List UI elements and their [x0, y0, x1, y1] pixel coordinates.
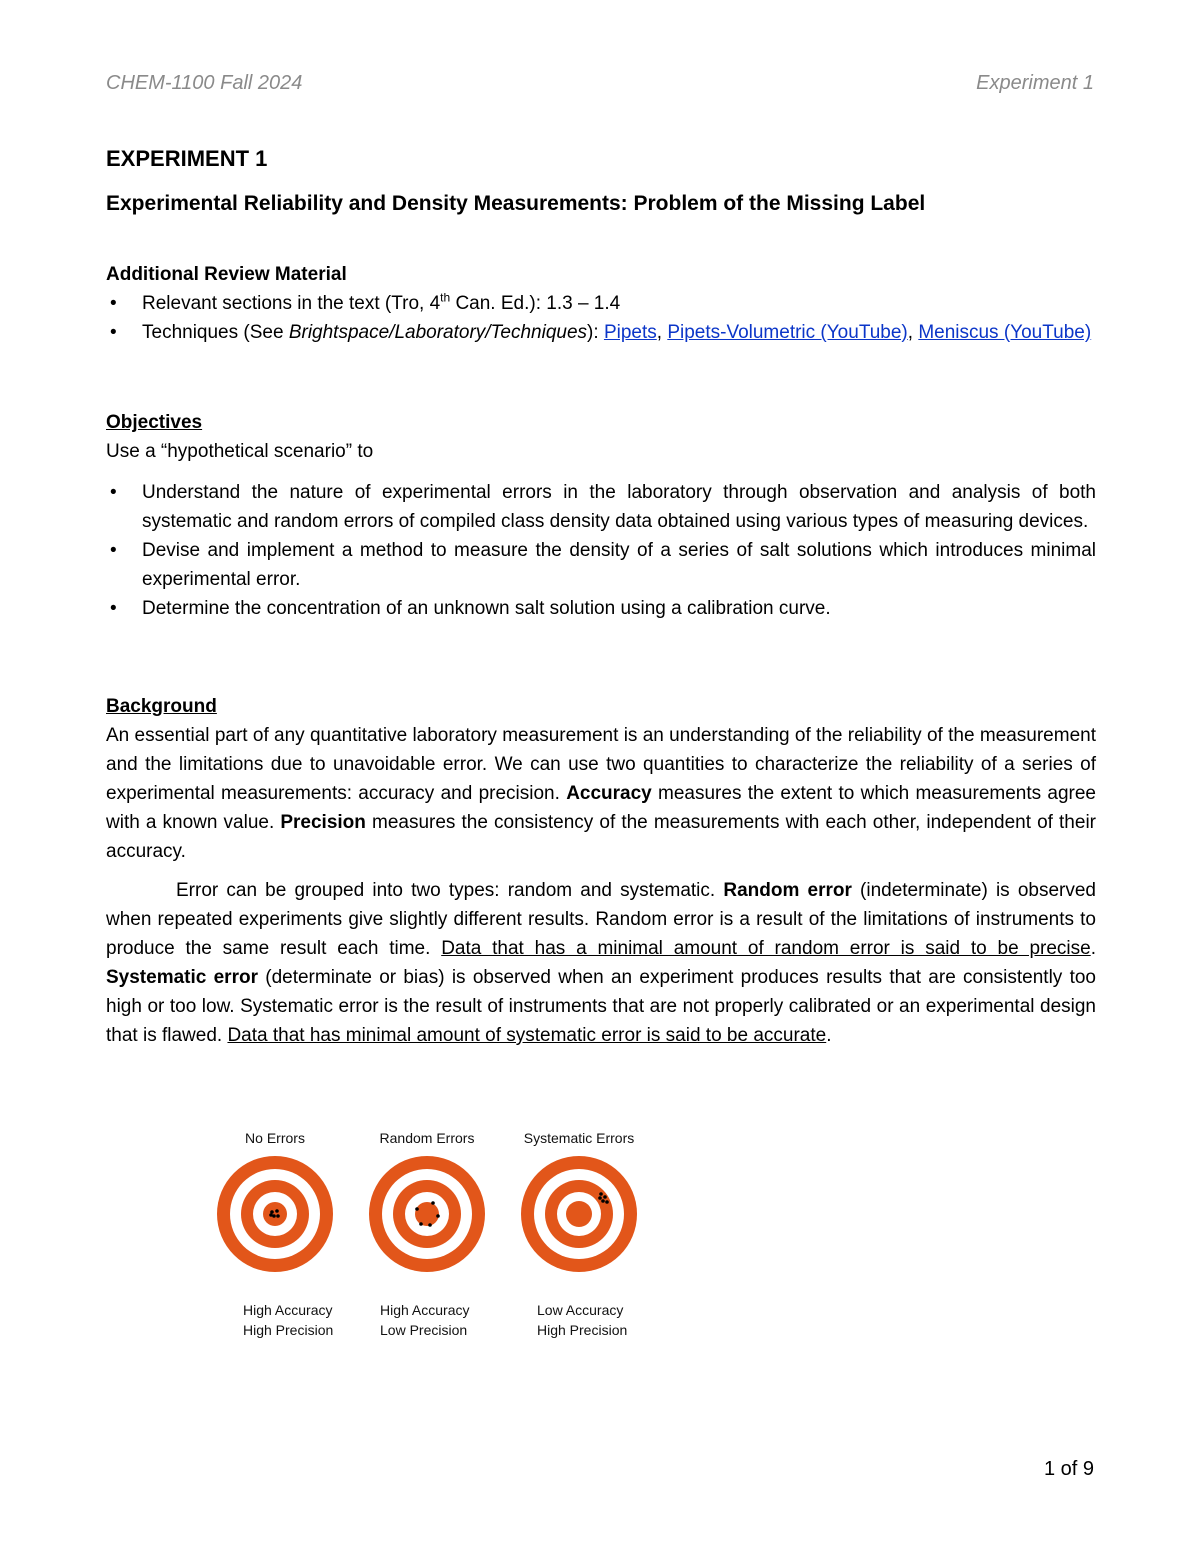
objectives-heading: Objectives: [106, 412, 203, 433]
header-course: CHEM-1100 Fall 2024: [106, 72, 303, 94]
link-pipets[interactable]: Pipets: [603, 322, 657, 343]
target-label: Systematic Errors: [523, 1130, 635, 1146]
background-paragraph-2: [106, 876, 1096, 1050]
bullseye-icon: [215, 1154, 335, 1274]
objective-item: • Determine the concentration of an unknown salt solution using a calibration curve.: [106, 594, 1096, 623]
bg-p2-precise-statement: Data that has a minimal amount of random error is said to be precise: [441, 938, 1091, 959]
review-item1-pre: Relevant sections in the text (Tro, 4: [142, 293, 441, 314]
caption-accuracy: Low Accuracy: [537, 1302, 624, 1318]
target-caption: [537, 1300, 627, 1340]
term-random-error: Random error: [723, 880, 852, 901]
caption-accuracy: High Accuracy: [380, 1302, 470, 1318]
bg-p2-accurate-statement: Data that has minimal amount of systematic error is said to be accurate: [227, 1025, 827, 1046]
objective-item: • Devise and implement a method to measure the density of a series of salt solutions which introduces minimal experimental error.: [106, 536, 1096, 594]
target-no-errors: [210, 1130, 340, 1279]
caption-precision: High Precision: [537, 1322, 628, 1338]
bg-p2-b: (indeterminate) is observed when repeated experiments give slightly different results. Random error is a result of the limitations of instruments to produce the same result each time.: [106, 880, 1096, 959]
term-precision: Precision: [280, 812, 366, 833]
experiment-title: EXPERIMENT 1: [106, 146, 268, 171]
link-meniscus[interactable]: Meniscus (YouTube): [918, 322, 1092, 343]
term-systematic-error: Systematic error: [106, 967, 258, 988]
target-systematic-errors: [514, 1130, 644, 1279]
bg-p2-d: (determinate or bias) is observed when an experiment produces results that are consistently too high or too low. Systematic error is the result of instruments that are not properly calibrated or an experimental design that is flawed.: [106, 967, 1096, 1046]
objectives-list: [106, 478, 1096, 623]
target-caption: [380, 1300, 469, 1340]
background-section: [106, 692, 1096, 1050]
review-item1-sup: th: [440, 290, 451, 305]
target-caption: [243, 1300, 333, 1340]
bullseye-icon: [367, 1154, 487, 1274]
page-number: 1 of 9: [1043, 1458, 1094, 1480]
review-item2-pre: Techniques (See: [142, 322, 289, 343]
target-random-errors: [362, 1130, 492, 1279]
bg-p1-b: measures the extent to which measurements agree with a known value.: [106, 783, 1096, 833]
caption-accuracy: High Accuracy: [243, 1302, 333, 1318]
bullseye-icon: [519, 1154, 639, 1274]
review-item-text: [106, 289, 1096, 318]
target-label: No Errors: [245, 1130, 305, 1146]
link-pipets-volumetric[interactable]: Pipets-Volumetric (YouTube): [667, 322, 908, 343]
caption-precision: High Precision: [243, 1322, 334, 1338]
caption-precision: Low Precision: [380, 1322, 468, 1338]
target-label: Random Errors: [379, 1130, 475, 1146]
experiment-subtitle: Experimental Reliability and Density Measurements: Problem of the Missing Label: [106, 192, 926, 215]
review-list: [106, 289, 1096, 347]
term-accuracy: Accuracy: [566, 783, 652, 804]
review-item-techniques: • Techniques (See Brightspace/Laboratory/Techniques): Pipets, Pipets-Volumetric (YouTube), Meniscus (YouTube): [106, 318, 1096, 347]
background-paragraph-1: [106, 721, 1096, 866]
review-item1-post: Can. Ed.): 1.3 – 1.4: [450, 293, 621, 314]
header-experiment: Experiment 1: [976, 72, 1094, 94]
objectives-list-block: [106, 478, 1096, 623]
error-targets-figure: [210, 1130, 660, 1345]
background-heading: Background: [106, 696, 217, 717]
bg-p1-c: measures the consistency of the measurements with each other, independent of their accuracy.: [106, 812, 1096, 862]
objectives-intro: Use a “hypothetical scenario” to: [106, 441, 374, 462]
bg-p1-a: An essential part of any quantitative laboratory measurement is an understanding of the reliability of the measurement and the limitations due to unavoidable error. We can use two quantities to characterize the reliability of a series of experimental measurements: accuracy and precision.: [106, 725, 1096, 804]
review-item2-mid: ):: [587, 322, 604, 343]
objectives-section: [106, 408, 1096, 466]
review-heading: Additional Review Material: [106, 264, 347, 285]
review-section: [106, 260, 1096, 347]
bg-p2-a: Error can be grouped into two types: random and systematic.: [176, 880, 724, 901]
review-item2-path: Brightspace/Laboratory/Techniques: [288, 322, 588, 343]
objective-item: • Understand the nature of experimental errors in the laboratory through observation and analysis of both systematic and random errors of compiled class density data obtained using various types of measuring devices.: [106, 478, 1096, 536]
bg-p2-e: .: [826, 1025, 832, 1046]
bg-p2-c: .: [1090, 938, 1096, 959]
